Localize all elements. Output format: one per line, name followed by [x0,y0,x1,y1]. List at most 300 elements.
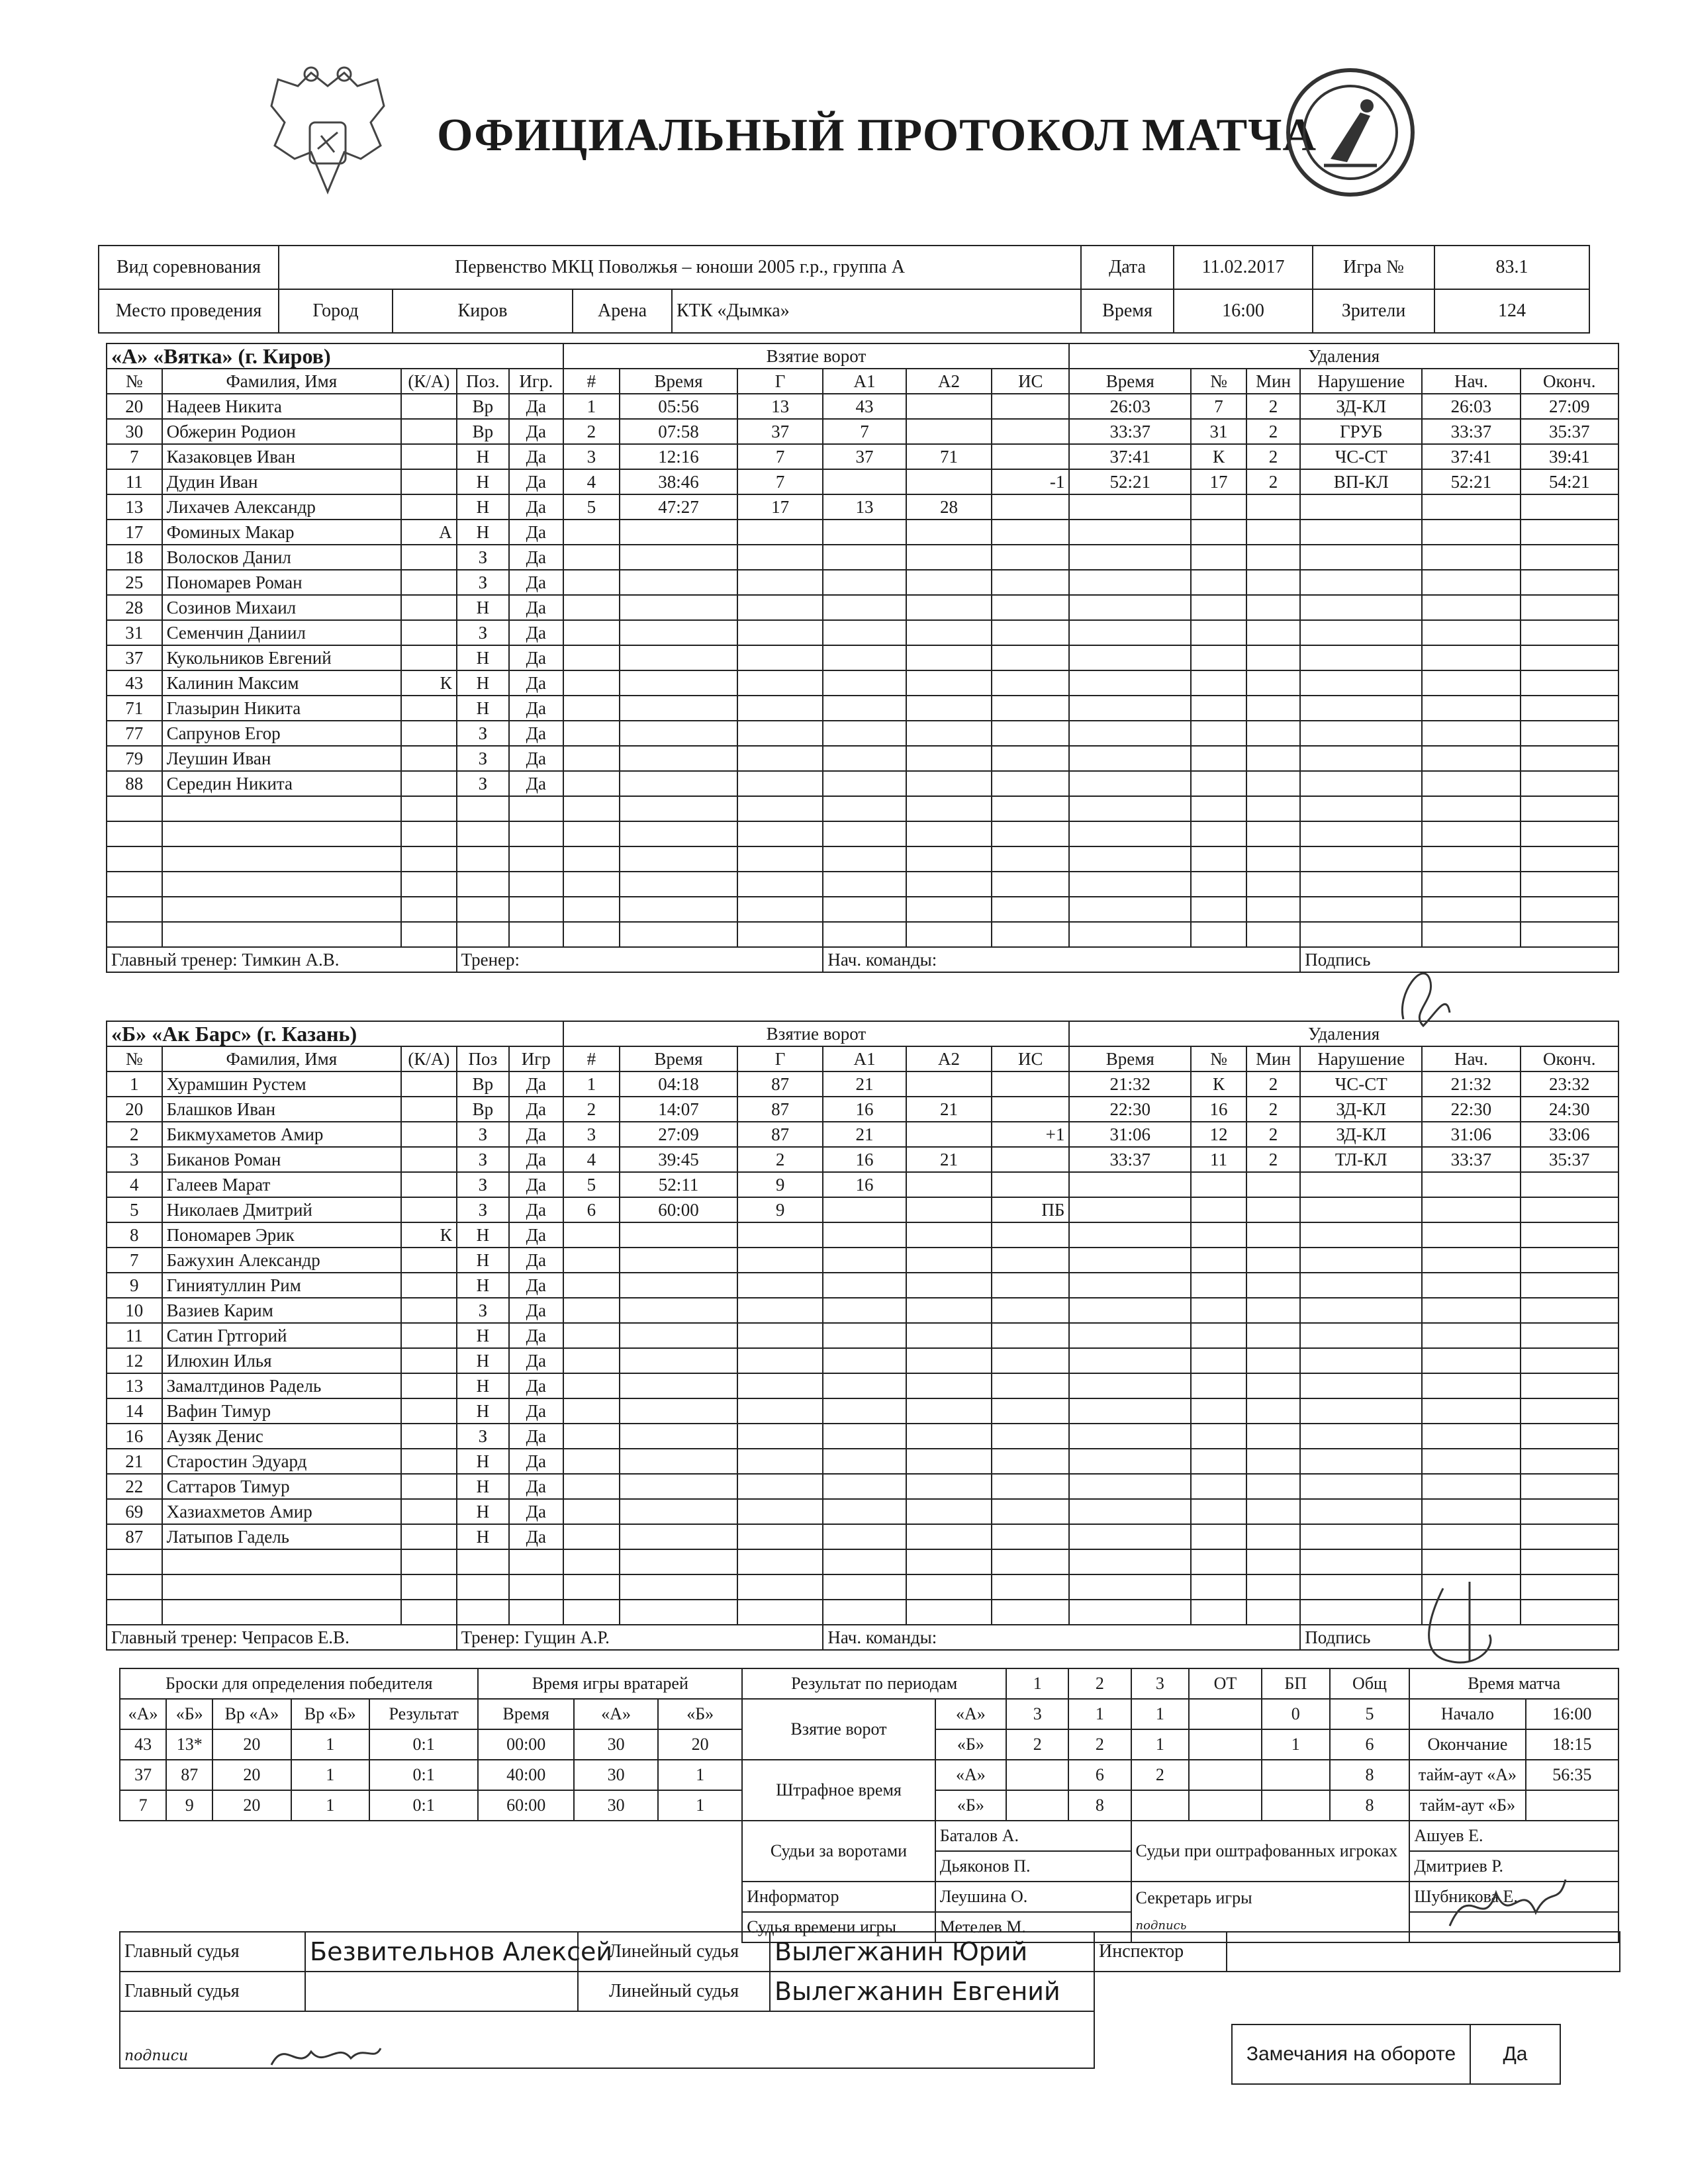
player-number: 13 [107,494,162,520]
player-role [401,1524,457,1549]
goal-scorer [737,645,823,670]
goal-assist-2 [906,696,992,721]
player-role [401,796,457,821]
table-row [107,922,1618,947]
penalty-player [1191,1524,1246,1549]
player-position: Н [457,1348,509,1373]
goal-assist-2 [906,1071,992,1097]
penalty-start: 52:21 [1422,469,1520,494]
penalty-end [1521,922,1618,947]
goal-status [992,1373,1069,1398]
penalty-time [1069,1574,1191,1600]
penalty-start [1422,1474,1520,1499]
match-time-value: 18:15 [1526,1729,1618,1760]
goal-time [620,1574,737,1600]
goal-scorer [737,1449,823,1474]
goal-time: 05:56 [620,394,737,419]
goal-assist-1 [823,1222,906,1248]
goal-status [992,1348,1069,1373]
goal-status [992,645,1069,670]
pim-a-value: 8 [1330,1760,1410,1790]
header-goal-time: Время [620,1046,737,1071]
player-role [401,1273,457,1298]
player-name: Саттаров Тимур [162,1474,401,1499]
goal-scorer [737,696,823,721]
penalty-end [1521,721,1618,746]
goal-status [992,821,1069,846]
penalty-player [1191,595,1246,620]
penalty-player: К [1191,444,1246,469]
player-name: Блашков Иван [162,1097,401,1122]
player-position: Н [457,1398,509,1424]
penalty-time [1069,1197,1191,1222]
player-position [457,796,509,821]
player-role [401,1071,457,1097]
goal-index [563,620,620,645]
goals-a-value: 1 [1131,1699,1190,1729]
shootout-value: 13* [166,1729,212,1760]
remarks-value: Да [1470,2025,1560,2084]
goal-assist-2 [906,1373,992,1398]
player-number: 8 [107,1222,162,1248]
player-name: Надеев Никита [162,394,401,419]
player-role [401,1147,457,1172]
table-row [107,545,1618,570]
goal-index [563,1323,620,1348]
penalty-player [1191,670,1246,696]
table-row [107,1474,1618,1499]
player-number: 13 [107,1373,162,1398]
penalty-end [1521,1449,1618,1474]
penalty-player [1191,1424,1246,1449]
penalty-minutes [1246,645,1300,670]
goalie-header: «Б» [658,1699,742,1729]
header-goal-scorer: Г [737,369,823,394]
table-row [107,444,1618,469]
goal-time [620,1499,737,1524]
penalty-box-label: Судьи при оштрафованных игроках [1131,1821,1410,1882]
player-name: Волосков Данил [162,545,401,570]
goal-index: 5 [563,1172,620,1197]
shootout-value: 1 [291,1790,369,1821]
player-role [401,1549,457,1574]
goal-assist-1 [823,1424,906,1449]
player-role [401,1499,457,1524]
penalty-player [1191,1474,1246,1499]
penalty-minutes: 2 [1246,1147,1300,1172]
goal-index [563,696,620,721]
penalty-violation: ЧС-СТ [1300,444,1422,469]
penalty-minutes [1246,872,1300,897]
penalty-minutes [1246,1323,1300,1348]
header-pen-start: Нач. [1422,369,1520,394]
penalty-violation [1300,1172,1422,1197]
goals-section-label: Взятие ворот [563,1021,1070,1046]
goal-scorer [737,1549,823,1574]
goal-scorer [737,520,823,545]
referee-label-1: Главный судья [120,1932,305,1972]
penalty-start: 33:37 [1422,1147,1520,1172]
player-position: З [457,721,509,746]
penalty-end: 35:37 [1521,419,1618,444]
penalty-violation [1300,1348,1422,1373]
goal-time [620,1323,737,1348]
goal-time: 07:58 [620,419,737,444]
goal-index [563,922,620,947]
header-violation: Нарушение [1300,369,1422,394]
penalty-start [1422,922,1520,947]
penalty-minutes [1246,1424,1300,1449]
goal-status [992,520,1069,545]
goal-time [620,796,737,821]
goal-scorer [737,1222,823,1248]
penalty-end [1521,670,1618,696]
penalty-start [1422,872,1520,897]
table-row [107,469,1618,494]
table-row [107,1197,1618,1222]
penalty-end [1521,620,1618,645]
arena-label: Арена [573,289,672,333]
team-b-signature-icon [1403,1575,1503,1674]
table-row [107,1323,1618,1348]
player-played: Да [509,444,563,469]
penalty-time [1069,595,1191,620]
goal-status [992,746,1069,771]
goal-assist-2 [906,872,992,897]
goal-index [563,1398,620,1424]
penalty-start: 33:37 [1422,419,1520,444]
player-position: З [457,1424,509,1449]
goal-time [620,520,737,545]
shootout-value: 9 [166,1790,212,1821]
shootout-value: 1 [291,1760,369,1790]
goals-section-label: Взятие ворот [563,343,1070,369]
player-played: Да [509,494,563,520]
period-header: 2 [1068,1668,1131,1699]
goal-scorer: 2 [737,1147,823,1172]
penalty-minutes [1246,897,1300,922]
player-played: Да [509,545,563,570]
goalie-value: 30 [574,1760,658,1790]
goal-assist-1 [823,570,906,595]
goal-time [620,696,737,721]
player-number: 5 [107,1197,162,1222]
goal-assist-1 [823,620,906,645]
penalty-start [1422,1197,1520,1222]
penalty-start [1422,1449,1520,1474]
goal-index [563,595,620,620]
goal-status [992,1273,1069,1298]
goal-scorer [737,796,823,821]
goal-time [620,746,737,771]
pim-a-value [1189,1760,1262,1790]
player-role [401,821,457,846]
penalty-player: 16 [1191,1097,1246,1122]
player-played: Да [509,1298,563,1323]
penalty-end [1521,1600,1618,1625]
penalty-minutes [1246,545,1300,570]
player-name: Кукольников Евгений [162,645,401,670]
penalty-minutes: 2 [1246,419,1300,444]
penalty-violation: ЗД-КЛ [1300,394,1422,419]
shootout-header: «Б» [166,1699,212,1729]
penalty-end: 35:37 [1521,1147,1618,1172]
table-row [107,670,1618,696]
goal-assist-2 [906,419,992,444]
player-position: Н [457,1248,509,1273]
goalie-value: 40:00 [478,1760,574,1790]
player-name: Созинов Михаил [162,595,401,620]
goal-status [992,897,1069,922]
goal-scorer [737,1474,823,1499]
penalty-end [1521,796,1618,821]
player-played: Да [509,595,563,620]
goal-status [992,721,1069,746]
goalie-value: 1 [658,1790,742,1821]
goal-assist-2 [906,771,992,796]
table-row [107,1298,1618,1323]
player-role [401,872,457,897]
penalty-violation [1300,1248,1422,1273]
penalty-end: 39:41 [1521,444,1618,469]
penalty-minutes [1246,721,1300,746]
period-header: Общ [1330,1668,1410,1699]
goal-assist-1 [823,1373,906,1398]
player-number: 9 [107,1273,162,1298]
shootout-value: 20 [212,1790,291,1821]
pim-a-value: 6 [1068,1760,1131,1790]
player-number [107,1600,162,1625]
player-played: Да [509,1172,563,1197]
goal-time [620,570,737,595]
blank [120,1851,742,1882]
goal-assist-1 [823,1600,906,1625]
penalty-player [1191,494,1246,520]
player-number: 37 [107,645,162,670]
header-name: Фамилия, Имя [162,369,401,394]
referee-2 [305,1972,578,2011]
header [0,0,1688,245]
goal-time: 04:18 [620,1071,737,1097]
player-played: Да [509,1222,563,1248]
table-row [107,1097,1618,1122]
penalty-end [1521,771,1618,796]
team-a-signature-icon [1383,953,1463,1032]
pim-b-value [1131,1790,1190,1821]
shootout-value: 87 [166,1760,212,1790]
penalty-time [1069,1348,1191,1373]
table-row [107,1524,1618,1549]
timekeeper-value: Метелев М. [935,1912,1131,1942]
penalty-end: 54:21 [1521,469,1618,494]
goal-index [563,846,620,872]
penalty-player [1191,846,1246,872]
penalty-player [1191,746,1246,771]
goal-index [563,1449,620,1474]
penalty-end [1521,897,1618,922]
penalty-start [1422,570,1520,595]
penalty-time [1069,620,1191,645]
goal-assist-1: 16 [823,1097,906,1122]
penalty-minutes [1246,1600,1300,1625]
table-row [107,771,1618,796]
penalty-player [1191,1248,1246,1273]
goal-status [992,1222,1069,1248]
player-number [107,796,162,821]
goal-assist-2: 71 [906,444,992,469]
player-name: Бажухин Александр [162,1248,401,1273]
goal-time [620,1273,737,1298]
penalty-minutes [1246,1574,1300,1600]
player-played: Да [509,1449,563,1474]
head-coach: Главный тренер: Чепрасов Е.В. [107,1625,457,1650]
pim-a-value [1006,1760,1068,1790]
penalty-start [1422,746,1520,771]
penalty-violation [1300,1273,1422,1298]
player-played: Да [509,620,563,645]
goal-assist-2 [906,1122,992,1147]
goal-status [992,1499,1069,1524]
match-summary-table [119,1668,1619,1943]
linesman-1: Вылегжанин Юрий [770,1932,1094,1972]
goal-index [563,1248,620,1273]
player-number [107,922,162,947]
penalty-violation [1300,1449,1422,1474]
table-row [107,897,1618,922]
player-role [401,645,457,670]
goal-index: 5 [563,494,620,520]
goal-judge-1: Баталов А. [935,1821,1131,1851]
penalty-start: 37:41 [1422,444,1520,469]
goal-status [992,1549,1069,1574]
goal-index: 2 [563,419,620,444]
player-number: 10 [107,1298,162,1323]
goal-scorer [737,595,823,620]
goal-time: 12:16 [620,444,737,469]
penalty-time [1069,872,1191,897]
penalty-end [1521,1348,1618,1373]
table-row [107,645,1618,670]
player-position [457,821,509,846]
goal-scorer: 87 [737,1097,823,1122]
goal-scorer: 87 [737,1122,823,1147]
player-name: Вафин Тимур [162,1398,401,1424]
player-played: Да [509,1373,563,1398]
goal-index [563,1298,620,1323]
penalty-player [1191,1197,1246,1222]
goal-assist-1 [823,1574,906,1600]
penalty-end [1521,520,1618,545]
player-name [162,872,401,897]
header-assist-2: А2 [906,1046,992,1071]
goal-scorer [737,1348,823,1373]
goal-index [563,570,620,595]
goal-index [563,1222,620,1248]
penalty-violation [1300,821,1422,846]
player-played [509,872,563,897]
goal-scorer [737,570,823,595]
player-number: 11 [107,469,162,494]
header-ka: (К/А) [401,1046,457,1071]
penalty-end [1521,1574,1618,1600]
penalty-minutes [1246,1273,1300,1298]
player-played [509,796,563,821]
penalty-violation [1300,872,1422,897]
goal-time [620,1373,737,1398]
header-num: № [107,369,162,394]
penalties-section-label: Удаления [1069,1021,1618,1046]
table-row [107,620,1618,645]
player-role [401,570,457,595]
goal-scorer: 17 [737,494,823,520]
player-position: Н [457,1499,509,1524]
penalty-violation [1300,545,1422,570]
header-ka: (К/А) [401,369,457,394]
goal-scorer: 7 [737,469,823,494]
goal-assist-1: 16 [823,1172,906,1197]
player-position [457,1574,509,1600]
player-number: 2 [107,1122,162,1147]
goal-status [992,1097,1069,1122]
goal-assist-1 [823,1323,906,1348]
time-label: Время [1081,289,1174,333]
player-number: 88 [107,771,162,796]
goal-time [620,872,737,897]
goal-assist-2 [906,1398,992,1424]
table-row [107,821,1618,846]
goal-scorer [737,620,823,645]
penalty-violation: ЧС-СТ [1300,1071,1422,1097]
player-number: 25 [107,570,162,595]
shootout-header: Вр «Б» [291,1699,369,1729]
penalty-minutes [1246,1398,1300,1424]
goal-assist-1 [823,897,906,922]
goal-scorer: 37 [737,419,823,444]
arena-value: КТК «Дымка» [672,289,1081,333]
goal-time [620,620,737,645]
player-played: Да [509,1248,563,1273]
hockey-federation-seal-icon [1284,66,1417,199]
player-played: Да [509,1197,563,1222]
penalty-minutes [1246,494,1300,520]
penalty-start [1422,1398,1520,1424]
goal-status [992,1323,1069,1348]
penalty-violation [1300,494,1422,520]
player-number: 17 [107,520,162,545]
penalty-player [1191,1298,1246,1323]
player-number: 30 [107,419,162,444]
penalty-player [1191,1348,1246,1373]
goal-scorer [737,721,823,746]
goal-assist-2 [906,1549,992,1574]
player-position [457,1600,509,1625]
header-pen-start: Нач. [1422,1046,1520,1071]
goal-status [992,444,1069,469]
player-role [401,897,457,922]
goal-assist-1 [823,545,906,570]
goal-scorer: 13 [737,394,823,419]
player-position: Н [457,469,509,494]
table-row [107,696,1618,721]
player-position: З [457,570,509,595]
penalty-end [1521,846,1618,872]
goal-assist-2 [906,897,992,922]
penalty-player [1191,570,1246,595]
penalty-player: 31 [1191,419,1246,444]
penalty-time [1069,1298,1191,1323]
coach: Тренер: [457,947,823,972]
player-role [401,394,457,419]
